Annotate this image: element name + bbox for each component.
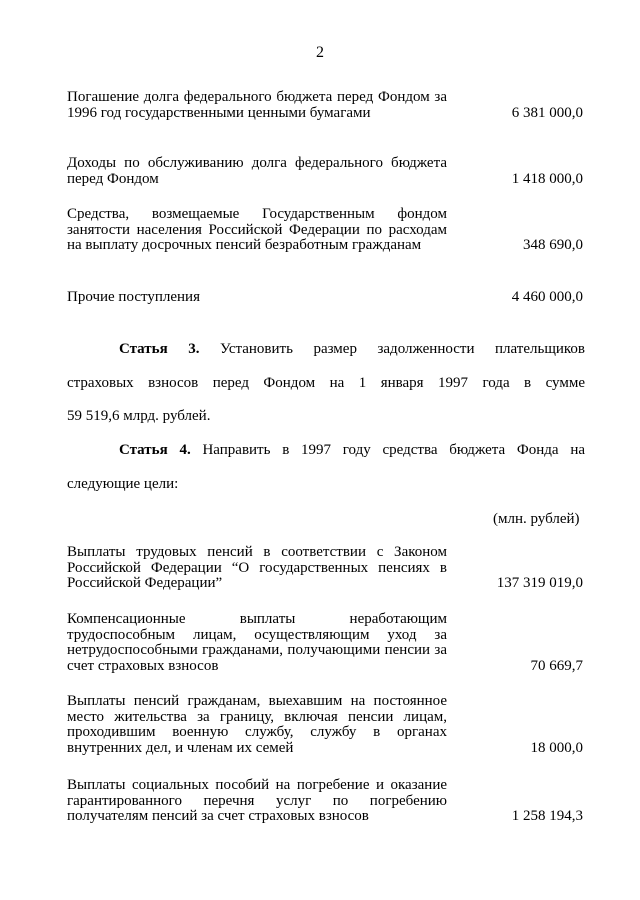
expense-item-text: Выплаты трудовых пенсий в соответствии с Законом Российской Федерации “О государственных пенсиях в Российской Федерации”	[67, 544, 447, 591]
income-item-employment-fund	[67, 206, 583, 254]
income-item-other	[67, 289, 583, 306]
income-item-amount: 1 418 000,0	[511, 170, 583, 187]
article3-text: Установить размер задолженности плательщиков	[220, 341, 585, 357]
income-item-debt-repayment	[67, 89, 583, 121]
expense-item-compensation	[67, 611, 583, 674]
expense-item-amount: 1 258 194,3	[511, 808, 583, 824]
article4-line2: следующие цели:	[67, 476, 179, 492]
expense-item-abroad-pensions	[67, 693, 583, 756]
income-item-text: Средства, возмещаемые Государственным фондом занятости населения Российской Федерации по расходам на выплату досрочных пенсий безработным гражданам	[67, 206, 447, 253]
article3-label: Статья 3.	[119, 341, 200, 357]
article4-text: Направить в 1997 году средства бюджета Фонда на	[202, 442, 585, 458]
income-item-text: Погашение долга федерального бюджета перед Фондом за 1996 год государственными ценными бумагами	[67, 89, 447, 121]
income-item-debt-service	[67, 155, 583, 187]
units-label: (млн. рублей)	[493, 511, 580, 527]
income-item-amount: 6 381 000,0	[511, 104, 583, 121]
page-number: 2	[316, 44, 324, 61]
expense-item-labor-pensions	[67, 544, 583, 592]
expense-item-burial-benefits	[67, 777, 583, 825]
article4-line1	[67, 442, 585, 459]
income-item-amount: 4 460 000,0	[511, 289, 583, 305]
income-item-text: Прочие поступления	[67, 289, 200, 305]
expense-item-text: Компенсационные выплаты неработающим трудоспособным лицам, осуществляющим уход за нетрудоспособными гражданами, получающими пенсии за счет страховых взносов	[67, 611, 447, 674]
income-item-amount: 348 690,0	[523, 237, 583, 253]
article4-label: Статья 4.	[119, 442, 191, 458]
income-item-text: Доходы по обслуживанию долга федерального бюджета перед Фондом	[67, 155, 447, 187]
expense-item-text: Выплаты пенсий гражданам, выехавшим на постоянное место жительства за границу, включая пенсии лицам, проходившим военную службу, службу в органах внутренних дел, и членам их семей	[67, 693, 447, 756]
article3-line1	[67, 341, 585, 358]
expense-item-amount: 18 000,0	[530, 739, 583, 756]
expense-item-amount: 137 319 019,0	[496, 575, 583, 591]
article3-line2: страховых взносов перед Фондом на 1 января 1997 года в сумме	[67, 375, 585, 391]
expense-item-text: Выплаты социальных пособий на погребение и оказание гарантированного перечня услуг по погребению получателям пенсий за счет страховых взносов	[67, 777, 447, 824]
article3-line3: 59 519,6 млрд. рублей.	[67, 408, 211, 424]
expense-item-amount: 70 669,7	[530, 657, 583, 674]
